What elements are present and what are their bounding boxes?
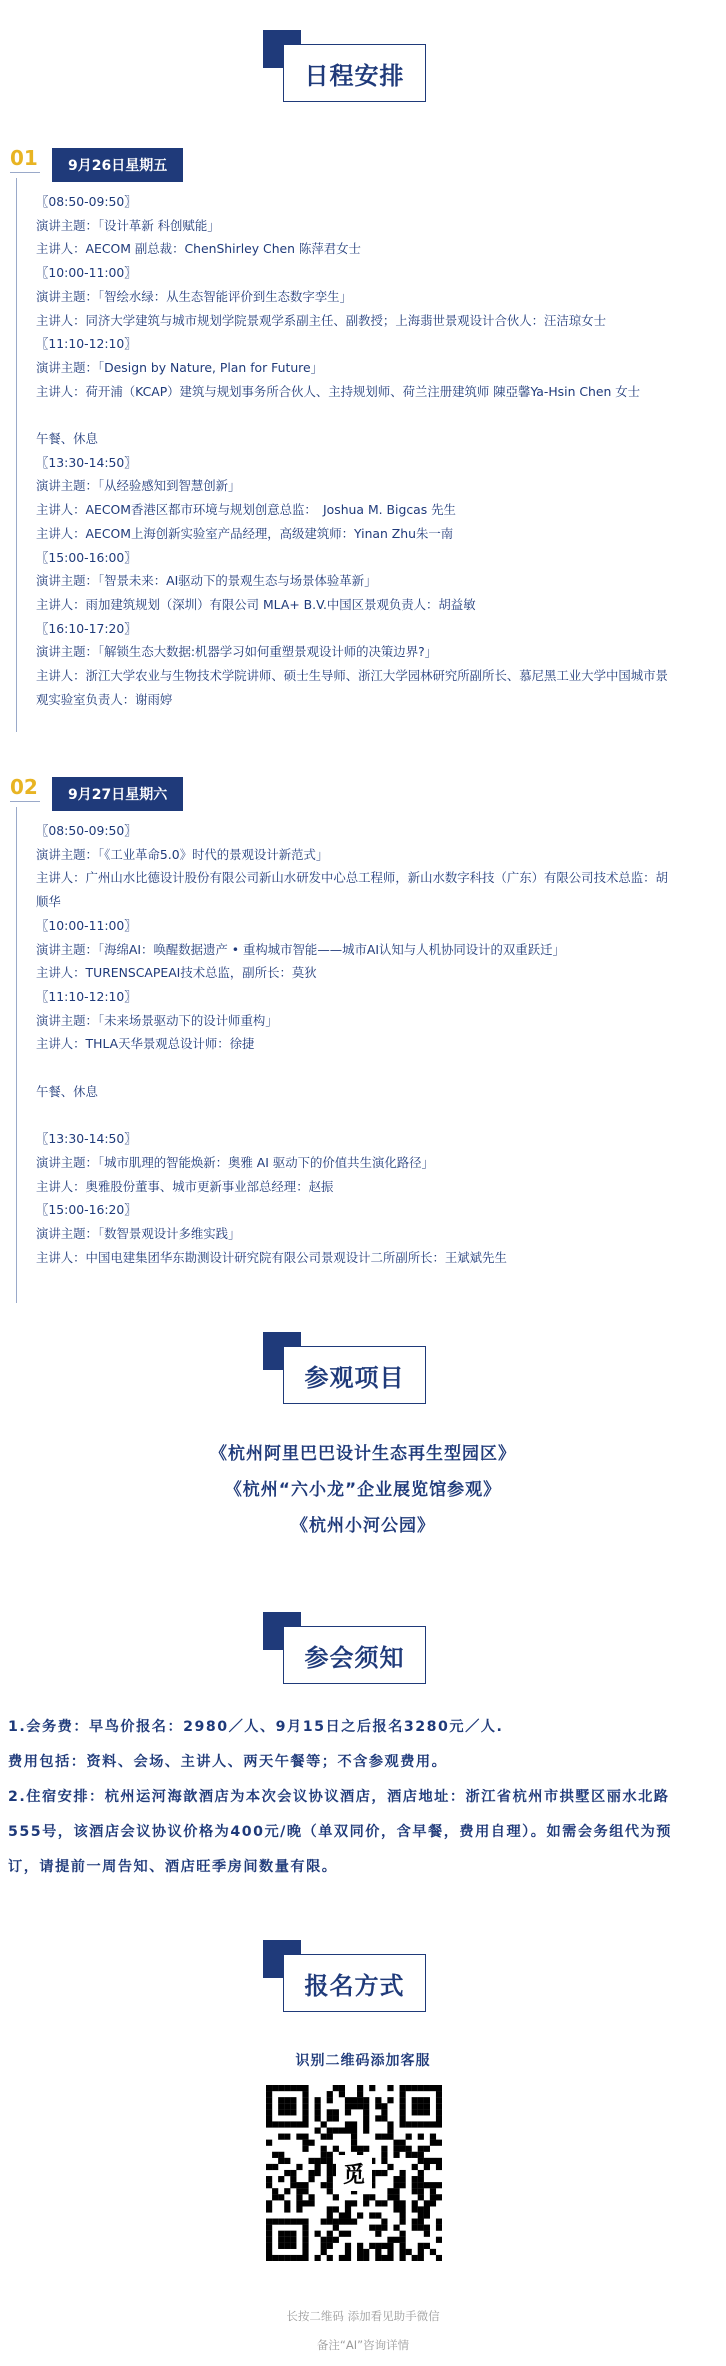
- notice-fee-includes: 费用包括：资料、会场、主讲人、两天午餐等；不含参观费用。: [8, 1754, 448, 1770]
- schedule-line: 〖13:30-14:50〗: [36, 1131, 137, 1147]
- timeline-line: [16, 807, 17, 1303]
- schedule-line: 主讲人：荷开浦（KCAP）建筑与规划事务所合伙人、主持规划师、荷兰注册建筑师 陳亞馨Ya-Hsin Chen 女士: [36, 383, 641, 399]
- footer-note: 备注“AI”咨询详情: [316, 2338, 410, 2352]
- section-title-notice: [0, 1612, 726, 1692]
- section-title-schedule: [0, 30, 726, 110]
- schedule-line: 主讲人：AECOM香港区都市环境与规划创意总监： Joshua M. Bigcas 先生: [36, 502, 456, 518]
- schedule-line: 主讲人：雨加建筑规划（深圳）有限公司 MLA+ B.V.中国区景观负责人：胡益敏: [36, 596, 476, 612]
- schedule-line: 〖13:30-14:50〗: [36, 454, 137, 470]
- schedule-line: 〖08:50-09:50〗: [36, 194, 137, 209]
- schedule-line: 演讲主题：「《工业革命5.0》时代的景观设计新范式」: [36, 846, 329, 862]
- schedule-line: 主讲人：AECOM上海创新实验室产品经理，高级建筑师：Yinan Zhu朱一南: [36, 525, 454, 541]
- schedule-line: 演讲主题：「未来场景驱动下的设计师重构」: [36, 1012, 278, 1028]
- schedule-line: 演讲主题：「设计革新 科创赋能」: [36, 217, 220, 233]
- schedule-day-1: [36, 190, 676, 711]
- schedule-line: 主讲人：奥雅股份董事、城市更新事业部总经理：赵振: [36, 1178, 334, 1194]
- schedule-line: 〖16:10-17:20〗: [36, 620, 137, 636]
- schedule-line: 主讲人：浙江大学农业与生物技术学院讲师、硕士生导师、浙江大学园林研究所副所长、慕尼黑工业大学中国城市景观实验室负责人：谢雨婷: [36, 668, 668, 707]
- section-title-signup: [0, 1940, 726, 2020]
- schedule-line: 主讲人：TURENSCAPEAI技术总监，副所长：莫狄: [36, 965, 317, 981]
- schedule-line: 演讲主题：「解锁生态大数据:机器学习如何重塑景观设计师的决策边界?」: [36, 644, 438, 660]
- schedule-line: 主讲人：AECOM 副总裁：ChenShirley Chen 陈萍君女士: [36, 241, 361, 257]
- schedule-line: 演讲主题：「智绘水绿：从生态智能评价到生态数字孪生」: [36, 288, 352, 304]
- schedule-line: 演讲主题：「城市肌理的智能焕新：奥雅 AI 驱动下的价值共生演化路径」: [36, 1154, 434, 1170]
- qr-center-logo: 觅: [336, 2155, 372, 2191]
- schedule-line: 〖08:50-09:50〗: [36, 823, 137, 838]
- schedule-line: [36, 1103, 676, 1127]
- section-title-visit: [0, 1332, 726, 1412]
- section-title-text: 参会须知: [283, 1626, 426, 1684]
- footer-note: 长按二维码 添加看见助手微信: [286, 2309, 440, 2323]
- visit-item: 《杭州小河公园》: [291, 1516, 435, 1536]
- visit-item: 《杭州阿里巴巴设计生态再生型园区》: [210, 1444, 516, 1464]
- notice-block: [8, 1710, 693, 1885]
- schedule-line: 〖10:00-11:00〗: [36, 265, 137, 281]
- notice-hotel: 2.住宿安排：杭州运河海歆酒店为本次会议协议酒店，酒店地址：浙江省杭州市拱墅区丽水北路555号，该酒店会议协议价格为400元/晚（单双同价，含早餐，费用自理）。如需会务组代为预订，请提前一周告知、酒店旺季房间数量有限。: [8, 1789, 672, 1875]
- schedule-line: 主讲人：THLA天华景观总设计师：徐捷: [36, 1036, 255, 1052]
- timeline-line: [16, 178, 17, 732]
- section-title-text: 报名方式: [283, 1954, 426, 2012]
- schedule-line: 演讲主题：「Design by Nature, Plan for Future」: [36, 359, 324, 375]
- notice-fee: 1.会务费：早鸟价报名：2980／人、9月15日之后报名3280元／人.: [8, 1719, 504, 1735]
- visit-item: 《杭州“六小龙”企业展览馆参观》: [224, 1480, 502, 1500]
- schedule-line: 演讲主题：「从经验感知到智慧创新」: [36, 478, 241, 494]
- schedule-line: 〖11:10-12:10〗: [36, 988, 137, 1004]
- schedule-line: 主讲人：中国电建集团华东勘测设计研究院有限公司景观设计二所副所长：王斌斌先生: [36, 1249, 507, 1265]
- section-title-text: 日程安排: [283, 44, 426, 102]
- section-title-text: 参观项目: [283, 1346, 426, 1404]
- schedule-line: [36, 1056, 676, 1080]
- schedule-day-2: [36, 819, 676, 1269]
- scan-instruction: 识别二维码添加客服: [295, 2053, 431, 2069]
- day-badge: 9月26日星期五: [52, 148, 183, 182]
- schedule-line: 〖10:00-11:00〗: [36, 917, 137, 933]
- schedule-line: 〖15:00-16:00〗: [36, 549, 137, 565]
- day-number: 01: [10, 146, 38, 170]
- schedule-line: 午餐、休息: [36, 431, 98, 447]
- schedule-line: 演讲主题：「智景未来：AI驱动下的景观生态与场景体验革新」: [36, 573, 377, 589]
- day-number: 02: [10, 775, 38, 799]
- day-badge: 9月27日星期六: [52, 777, 183, 811]
- schedule-line: 演讲主题：「海绵AI：唤醒数据遗产 • 重构城市智能——城市AI认知与人机协同设计的双重跃迁」: [36, 941, 565, 957]
- schedule-line: 〖11:10-12:10〗: [36, 336, 137, 352]
- schedule-line: 午餐、休息: [36, 1083, 98, 1099]
- schedule-line: 演讲主题：「数智景观设计多维实践」: [36, 1225, 241, 1241]
- schedule-line: [36, 403, 676, 427]
- schedule-line: 主讲人：同济大学建筑与城市规划学院景观学系副主任、副教授；上海翡世景观设计合伙人：汪洁琼女士: [36, 312, 606, 328]
- schedule-line: 〖15:00-16:20〗: [36, 1202, 137, 1218]
- day-underline: [10, 172, 40, 173]
- schedule-line: 主讲人：广州山水比德设计股份有限公司新山水研发中心总工程师，新山水数字科技（广东）有限公司技术总监：胡顺华: [36, 870, 668, 910]
- day-underline: [10, 801, 40, 802]
